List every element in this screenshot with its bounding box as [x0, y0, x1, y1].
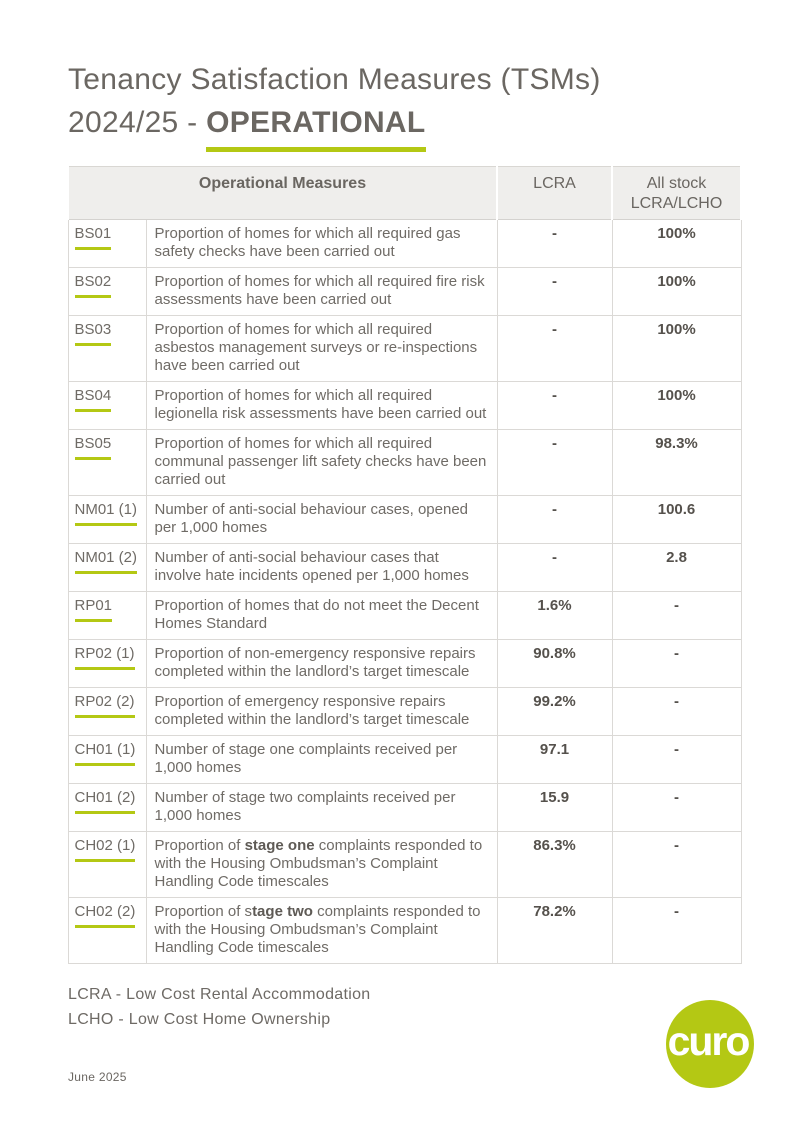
- table-row-nm01-2: [68, 544, 741, 592]
- measure-code-cell: [68, 640, 146, 688]
- measure-code: CH02 (1): [75, 837, 136, 862]
- measure-code-cell: [68, 592, 146, 640]
- measure-desc-cell: [146, 736, 497, 784]
- curo-logo-text: curo: [667, 1017, 749, 1064]
- measure-code-cell: [68, 736, 146, 784]
- table-row-ch01-1: [68, 736, 741, 784]
- measure-desc-cell: [146, 382, 497, 430]
- table-row-ch02-1: [68, 832, 741, 898]
- table-row-ch02-2: [68, 898, 741, 964]
- lcra-value: -: [497, 544, 612, 592]
- lcra-value: -: [497, 316, 612, 382]
- measure-code: BS05: [75, 435, 112, 460]
- footnote-lcra: LCRA - Low Cost Rental Accommodation: [68, 986, 371, 1003]
- measure-desc-bold: stage one: [244, 837, 315, 854]
- date-stamp: June 2025: [68, 1070, 127, 1084]
- measure-code-cell: [68, 430, 146, 496]
- measure-desc-cell: [146, 316, 497, 382]
- measure-code: CH01 (1): [75, 741, 136, 766]
- measure-desc: Proportion of s: [154, 903, 253, 920]
- lcra-value: -: [497, 496, 612, 544]
- all-stock-value: 100%: [612, 220, 741, 268]
- measure-code-cell: [68, 898, 146, 964]
- measure-desc-cell: [146, 430, 497, 496]
- measure-desc: Proportion of homes for which all required communal passenger lift safety checks have been carried out: [154, 435, 487, 488]
- lcra-value: 1.6%: [497, 592, 612, 640]
- measure-code: RP02 (2): [75, 693, 135, 718]
- measure-code: NM01 (2): [75, 549, 138, 574]
- title-line-2: [68, 101, 601, 152]
- lcra-value: -: [497, 268, 612, 316]
- all-stock-value: 98.3%: [612, 430, 741, 496]
- measure-desc: Number of stage two complaints received per 1,000 homes: [154, 789, 456, 824]
- table-row-bs05: [68, 430, 741, 496]
- measure-code: BS03: [75, 321, 112, 346]
- measure-desc: Proportion of emergency responsive repairs completed within the landlord’s target timescale: [154, 693, 470, 728]
- measure-desc: Number of anti-social behaviour cases that involve hate incidents opened per 1,000 homes: [154, 549, 469, 584]
- footnotes: [68, 982, 371, 1032]
- measure-desc: Number of anti-social behaviour cases, opened per 1,000 homes: [154, 501, 469, 536]
- page-title: [68, 58, 601, 152]
- table-row-rp01: [68, 592, 741, 640]
- measure-code: RP02 (1): [75, 645, 135, 670]
- measure-desc-cell: [146, 268, 497, 316]
- title-year: 2024/25 -: [68, 106, 207, 139]
- measure-code: NM01 (1): [75, 501, 138, 526]
- all-stock-value: 100%: [612, 316, 741, 382]
- measure-code-cell: [68, 832, 146, 898]
- lcra-value: 15.9: [497, 784, 612, 832]
- all-stock-value: -: [612, 736, 741, 784]
- measure-desc-cell: [146, 898, 497, 964]
- measure-desc: Proportion of homes for which all required fire risk assessments have been carried out: [154, 273, 485, 308]
- table-row-nm01-1: [68, 496, 741, 544]
- all-stock-value: 100%: [612, 268, 741, 316]
- measure-desc-cell: [146, 784, 497, 832]
- lcra-value: 99.2%: [497, 688, 612, 736]
- measure-code-cell: [68, 544, 146, 592]
- measure-desc: Proportion of: [154, 837, 245, 854]
- lcra-value: 90.8%: [497, 640, 612, 688]
- measure-desc-bold: tage two: [252, 903, 313, 920]
- all-stock-value: -: [612, 898, 741, 964]
- measure-code: CH02 (2): [75, 903, 136, 928]
- all-stock-value: 2.8: [612, 544, 741, 592]
- operational-measures-table: [67, 166, 742, 964]
- measure-desc-cell: [146, 832, 497, 898]
- measure-code-cell: [68, 316, 146, 382]
- measure-desc-cell: [146, 496, 497, 544]
- table-row-rp02-1: [68, 640, 741, 688]
- all-stock-value: -: [612, 688, 741, 736]
- measure-desc: Proportion of homes for which all required gas safety checks have been carried out: [154, 225, 461, 260]
- measure-desc: Proportion of non-emergency responsive repairs completed within the landlord’s target timescale: [154, 645, 476, 680]
- lcra-value: 86.3%: [497, 832, 612, 898]
- lcra-value: -: [497, 430, 612, 496]
- measure-desc-cell: [146, 592, 497, 640]
- measure-desc-post: complaints responded to with the Housing Ombudsman’s Complaint Handling Code timescales: [154, 903, 481, 956]
- measure-desc: Proportion of homes that do not meet the Decent Homes Standard: [154, 597, 479, 632]
- title-operational-highlight: OPERATIONAL: [206, 101, 425, 152]
- measure-code-cell: [68, 784, 146, 832]
- measure-code: BS02: [75, 273, 112, 298]
- footnote-lcho: LCHO - Low Cost Home Ownership: [68, 1011, 331, 1028]
- measure-desc: Proportion of homes for which all required legionella risk assessments have been carried out: [154, 387, 487, 422]
- curo-logo: [666, 1000, 754, 1088]
- table-header-row: [68, 167, 741, 220]
- all-stock-value: -: [612, 784, 741, 832]
- measure-desc-cell: [146, 220, 497, 268]
- measure-code: BS01: [75, 225, 112, 250]
- measure-code: CH01 (2): [75, 789, 136, 814]
- measure-desc-cell: [146, 544, 497, 592]
- measure-code-cell: [68, 382, 146, 430]
- measure-desc: Number of stage one complaints received per 1,000 homes: [154, 741, 458, 776]
- table-row-rp02-2: [68, 688, 741, 736]
- measure-code-cell: [68, 268, 146, 316]
- lcra-value: 97.1: [497, 736, 612, 784]
- all-stock-value: -: [612, 832, 741, 898]
- table-row-bs04: [68, 382, 741, 430]
- lcra-value: -: [497, 382, 612, 430]
- header-operational-measures: Operational Measures: [68, 167, 497, 220]
- header-lcra: LCRA: [497, 167, 612, 220]
- table-row-ch01-2: [68, 784, 741, 832]
- measure-code: BS04: [75, 387, 112, 412]
- lcra-value: 78.2%: [497, 898, 612, 964]
- measure-code-cell: [68, 688, 146, 736]
- lcra-value: -: [497, 220, 612, 268]
- title-line-1: Tenancy Satisfaction Measures (TSMs): [68, 63, 601, 96]
- header-all-stock: All stock LCRA/LCHO: [612, 167, 741, 220]
- all-stock-value: 100.6: [612, 496, 741, 544]
- all-stock-value: -: [612, 640, 741, 688]
- measure-code-cell: [68, 220, 146, 268]
- all-stock-value: -: [612, 592, 741, 640]
- measure-code: RP01: [75, 597, 113, 622]
- measure-desc-cell: [146, 688, 497, 736]
- measure-desc: Proportion of homes for which all required asbestos management surveys or re-inspections have been carried out: [154, 321, 478, 374]
- all-stock-value: 100%: [612, 382, 741, 430]
- measure-code-cell: [68, 496, 146, 544]
- measure-desc-post: complaints responded to with the Housing Ombudsman’s Complaint Handling Code timescales: [154, 837, 483, 890]
- measure-desc-cell: [146, 640, 497, 688]
- table-row-bs01: [68, 220, 741, 268]
- table-row-bs02: [68, 268, 741, 316]
- table-row-bs03: [68, 316, 741, 382]
